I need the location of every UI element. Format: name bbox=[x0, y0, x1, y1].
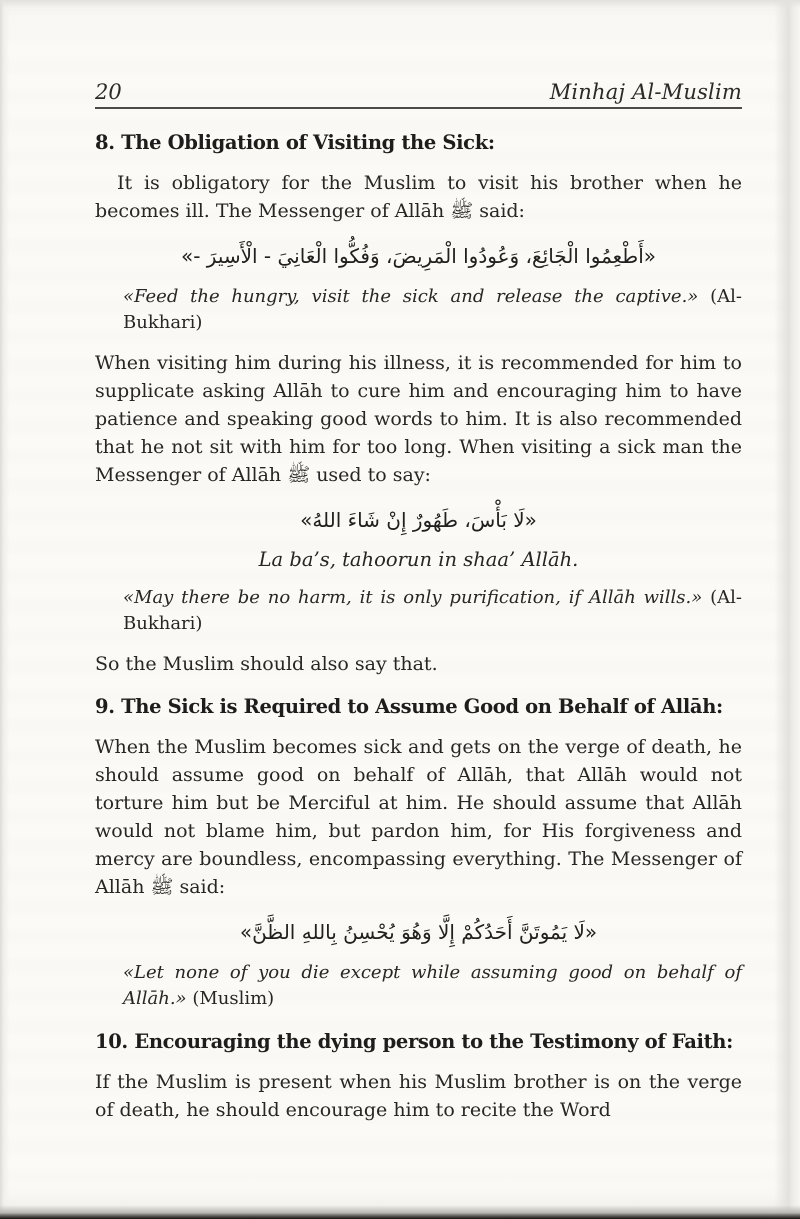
hadith-arabic-assume-good: «لَا يَمُوتَنَّ أَحَدُكُمْ إِلَّا وَهُوَ يُحْسِنُ بِاللهِ الظَّنَّ» bbox=[239, 920, 598, 944]
hadith-arabic-feed-the-hungry: «أَطْعِمُوا الْجَائِعَ، وَعُودُوا الْمَرِيضَ، وَفُكُّوا الْعَانِيَ - الْأَسِيرَ -» bbox=[180, 244, 657, 268]
scan-bottom-edge bbox=[0, 1205, 800, 1219]
running-header bbox=[95, 80, 742, 109]
dua-transliteration: La ba’s, tahoorun in shaa’ Allāh. bbox=[258, 548, 579, 571]
dua-translation-text: «May there be no harm, it is only purification, if Allāh wills.» bbox=[123, 587, 703, 608]
section-9-translation-text: «Let none of you die except while assuming good on behalf of Allāh.» bbox=[123, 962, 742, 1009]
dua-source: (Al-Bukhari) bbox=[123, 587, 742, 634]
scan-left-edge bbox=[0, 0, 10, 1219]
section-8-intro-paragraph: It is obligatory for the Muslim to visit his brother when he becomes ill. The Messenger of Allāh ﷺ said: bbox=[95, 172, 742, 222]
section-8-visiting-paragraph: When visiting him during his illness, it is recommended for him to supplicate asking Allāh to cure him and encouraging him to have patience and speaking good words to him. It is also recommended that he not sit with him for too long. When visiting a sick man the Messenger of Allāh ﷺ used to say: bbox=[95, 352, 742, 486]
section-9-body-paragraph: When the Muslim becomes sick and gets on the verge of death, he should assume good on behalf of Allāh, that Allāh would not torture him but be Merciful at him. He should assume that Allāh would not blame him, but pardon him, for His forgiveness and mercy are boundless, encompassing everything. The Messenger of Allāh ﷺ said: bbox=[95, 736, 742, 898]
page-number: 20 bbox=[95, 80, 122, 104]
section-9-heading: 9. The Sick is Required to Assume Good on Behalf of Allāh: bbox=[95, 695, 723, 718]
scan-right-page-curve bbox=[774, 0, 800, 1219]
hadith-translation-block bbox=[123, 284, 742, 336]
section-9-source: (Muslim) bbox=[192, 988, 275, 1009]
section-8-heading: 8. The Obligation of Visiting the Sick: bbox=[95, 131, 495, 154]
book-title: Minhaj Al-Muslim bbox=[549, 80, 742, 104]
section-8-closing-line: So the Muslim should also say that. bbox=[95, 653, 438, 675]
scan-top-edge bbox=[0, 0, 800, 8]
dua-translation-block bbox=[123, 585, 742, 637]
section-9-translation-block bbox=[123, 960, 742, 1012]
section-10-body-paragraph: If the Muslim is present when his Muslim brother is on the verge of death, he should encourage him to recite the Word bbox=[95, 1071, 742, 1121]
section-10-heading: 10. Encouraging the dying person to the Testimony of Faith: bbox=[95, 1030, 733, 1053]
dua-arabic-la-bas: «لَا بَأْسَ، طَهُورٌ إِنْ شَاءَ اللهُ» bbox=[300, 508, 537, 532]
hadith-source: (Al-Bukhari) bbox=[123, 286, 742, 333]
hadith-translation-text: «Feed the hungry, visit the sick and release the captive.» bbox=[123, 286, 699, 307]
